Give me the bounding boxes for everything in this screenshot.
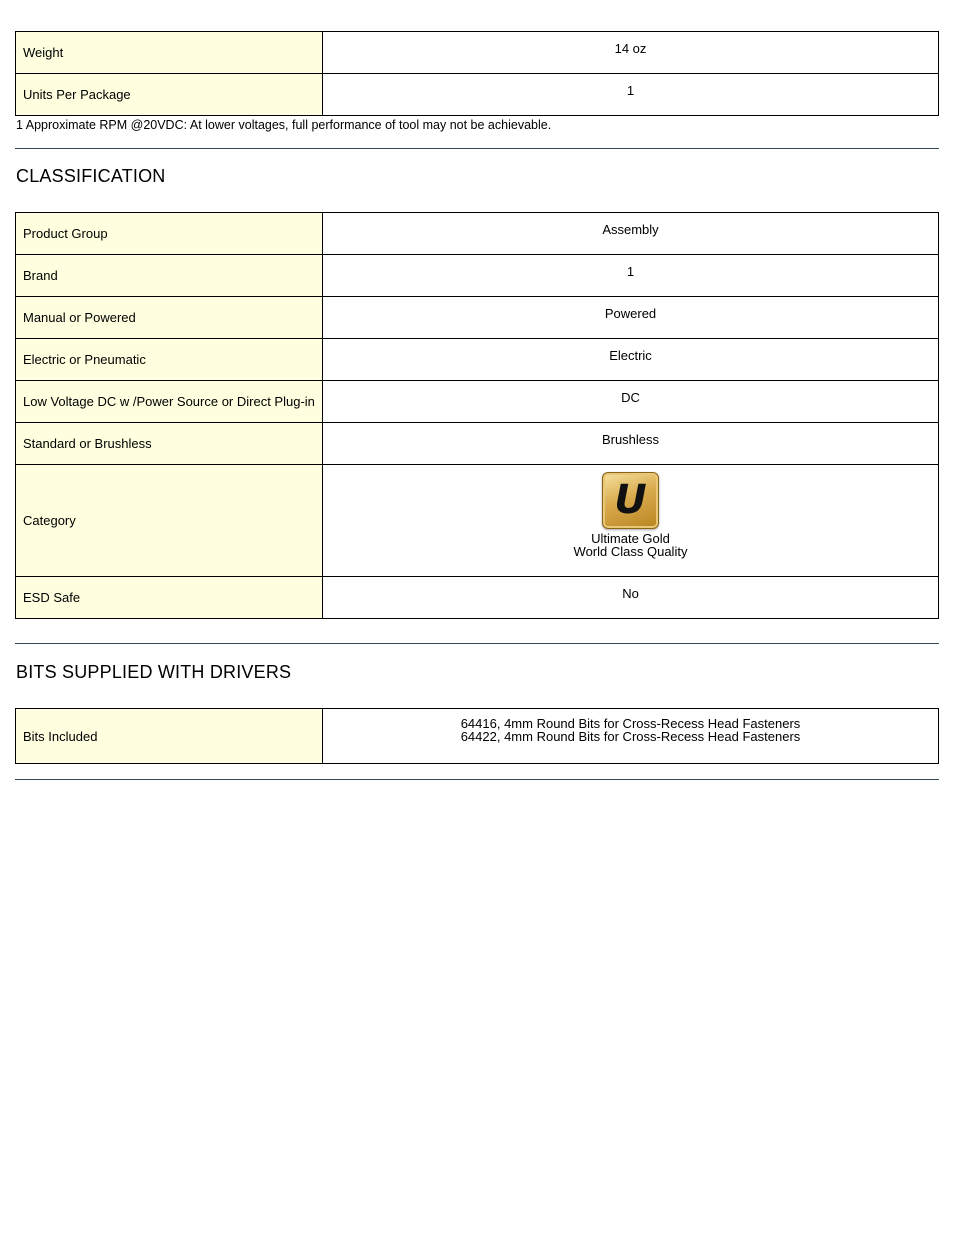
spec-label-text: Low Voltage DC w /Power Source or Direct Plug-in: [23, 394, 315, 409]
category-line-2: World Class Quality: [573, 544, 688, 559]
category-value: [323, 465, 939, 577]
spec-label-text: Manual or Powered: [23, 310, 136, 325]
spec-value: DC: [323, 381, 939, 423]
spec-label: [16, 213, 323, 255]
classification-row-standard-or-brushless: [16, 423, 939, 465]
bit-item: 64416, 4mm Round Bits for Cross-Recess Head Fasteners: [460, 716, 801, 731]
category-line-1: Ultimate Gold: [591, 531, 670, 546]
bits-table: [15, 708, 939, 764]
classification-table: [15, 212, 939, 619]
section-divider: [15, 148, 939, 149]
spec-label-text: Standard or Brushless: [23, 436, 152, 451]
spec-value: 1: [323, 74, 939, 116]
classification-row-product-group: [16, 213, 939, 255]
spec-label: [16, 255, 323, 297]
spec-label: [16, 465, 323, 577]
spec-label-text: Category: [23, 513, 76, 528]
spec-label: [16, 423, 323, 465]
section-divider: [15, 643, 939, 644]
spec-label-text: Product Group: [23, 226, 108, 241]
classification-row-esd-safe: [16, 577, 939, 619]
bits-row: [16, 709, 939, 764]
spec-row-weight: [16, 32, 939, 74]
spec-value: 14 oz: [323, 32, 939, 74]
specs-table: [15, 31, 939, 116]
bit-item: 64422, 4mm Round Bits for Cross-Recess Head Fasteners: [460, 729, 801, 744]
spec-label: [16, 577, 323, 619]
spec-value: Powered: [323, 297, 939, 339]
spec-label: [16, 339, 323, 381]
ultimate-gold-badge-icon: [602, 472, 659, 529]
classification-row-low-voltage: [16, 381, 939, 423]
classification-row-electric-or-pneumatic: [16, 339, 939, 381]
spec-value: No: [323, 577, 939, 619]
spec-label-text: Electric or Pneumatic: [23, 352, 146, 367]
spec-label-text: Brand: [23, 268, 58, 283]
spec-label-text: Bits Included: [23, 728, 98, 744]
bits-value: [323, 709, 939, 764]
classification-row-category: [16, 465, 939, 577]
spec-label: [16, 381, 323, 423]
spec-label-text: Units Per Package: [23, 87, 131, 102]
spec-label-text: Weight: [23, 45, 64, 60]
spec-label: [16, 709, 323, 764]
spec-label: [16, 74, 323, 116]
spec-value: Electric: [323, 339, 939, 381]
spec-value: 1: [323, 255, 939, 297]
badge-letter: U: [614, 477, 647, 523]
spec-label-text: ESD Safe: [23, 590, 81, 605]
classification-row-brand: [16, 255, 939, 297]
classification-row-manual-or-powered: [16, 297, 939, 339]
spec-row-units-per-package: [16, 74, 939, 116]
section-divider: [15, 779, 939, 780]
spec-label: [16, 297, 323, 339]
classification-title: CLASSIFICATION: [16, 166, 166, 186]
bits-title: BITS SUPPLIED WITH DRIVERS: [16, 662, 292, 682]
spec-value: Assembly: [323, 213, 939, 255]
footnote: 1 Approximate RPM @20VDC: At lower voltages, full performance of tool may not be achievable.: [16, 118, 552, 132]
spec-label: [16, 32, 323, 74]
spec-value: Brushless: [323, 423, 939, 465]
